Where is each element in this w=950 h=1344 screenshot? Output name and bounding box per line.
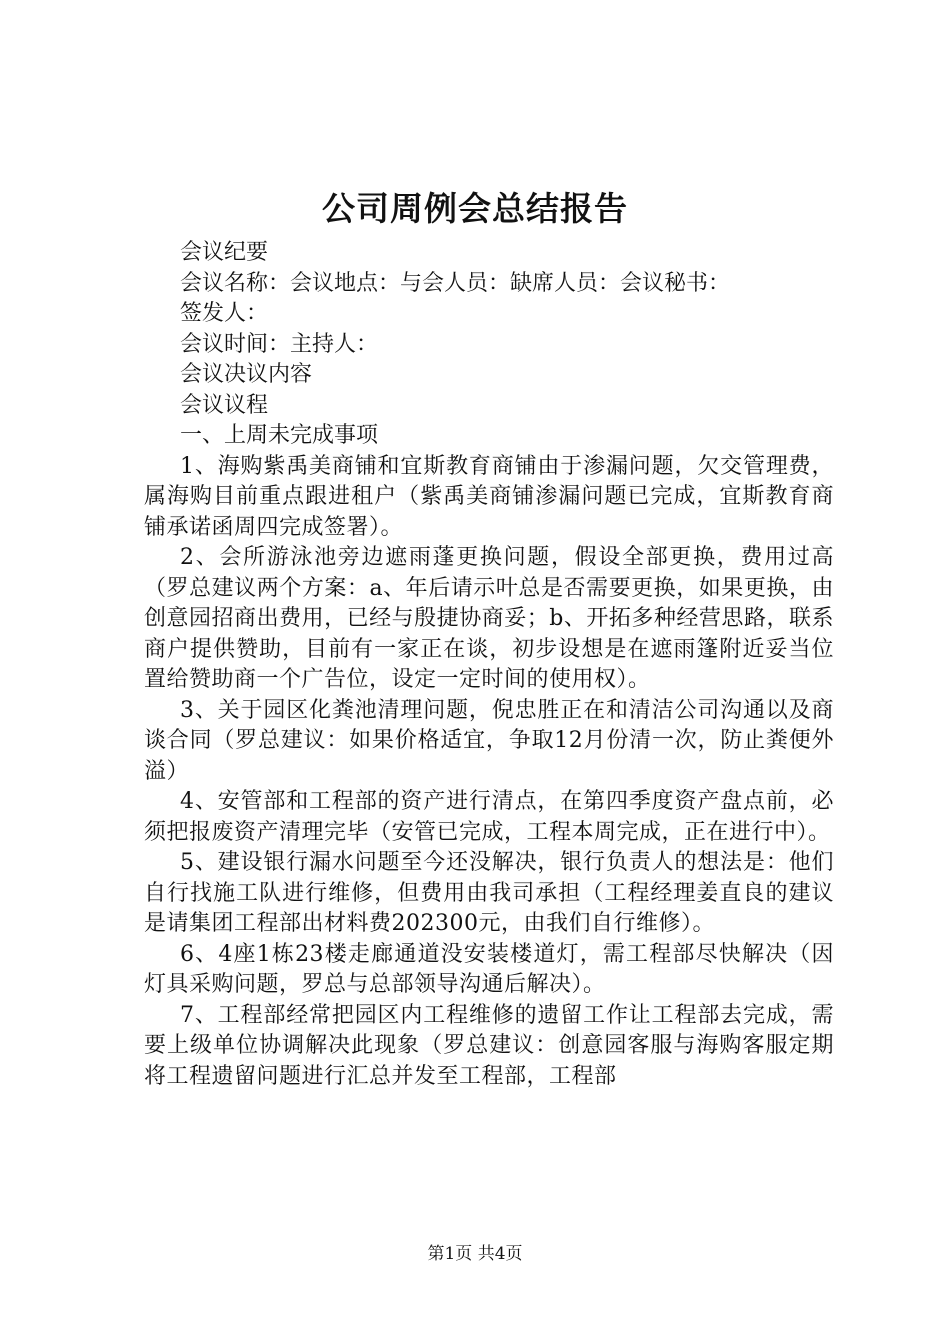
agenda-item-4: 4、安管部和工程部的资产进行清点，在第四季度资产盘点前，必须把报废资产清理完毕（安管已完成，工程本周完成，正在进行中）。 — [144, 789, 834, 845]
meta-time-host: 会议时间：主持人： — [180, 331, 379, 357]
agenda-item-1: 1、海购紫禹美商铺和宜斯教育商铺由于渗漏问题，欠交管理费，属海购目前重点跟进租户（紫禹美商铺渗漏问题已完成，宜斯教育商铺承诺函周四完成签署）。 — [144, 453, 834, 540]
section-heading-unfinished: 一、上周未完成事项 — [180, 423, 379, 448]
agenda-item-7: 7、工程部经常把园区内工程维修的遗留工作让工程部去完成，需要上级单位协调解决此现象（罗总建议：创意园客服与海购客服定期将工程遗留问题进行汇总并发至工程部，工程部 — [144, 1002, 834, 1089]
meta-issuer: 签发人： — [180, 301, 269, 326]
agenda-item-6: 6、4座1栋23楼走廊通道没安装楼道灯，需工程部尽快解决（因灯具采购问题，罗总与总部领导沟通后解决）。 — [144, 941, 834, 997]
meta-resolution-heading: 会议决议内容 — [180, 362, 313, 387]
document-title: 公司周例会总结报告 — [322, 189, 628, 228]
page-number-footer: 第1页 共4页 — [427, 1244, 523, 1264]
meta-minutes-label: 会议纪要 — [180, 240, 269, 265]
agenda-item-2: 2、会所游泳池旁边遮雨蓬更换问题，假设全部更换，费用过高（罗总建议两个方案：a、年后请示叶总是否需要更换，如果更换，由创意园招商出费用，已经与殷捷协商妥；b、开拓多种经营思路，联系商户提供赞助，目前有一家正在谈，初步设想是在遮雨篷附近妥当位置给赞助商一个广告位，设定一定时间的使用权）。 — [144, 545, 834, 692]
agenda-item-5: 5、建设银行漏水问题至今还没解决，银行负责人的想法是：他们自行找施工队进行维修，但费用由我司承担（工程经理姜直良的建议是请集团工程部出材料费202300元，由我们自行维修）。 — [144, 850, 834, 936]
document-body — [144, 238, 834, 1092]
meta-agenda-heading: 会议议程 — [180, 392, 269, 418]
agenda-item-3: 3、关于园区化粪池清理问题，倪忠胜正在和清洁公司沟通以及商谈合同（罗总建议：如果价格适宜，争取12月份清一次，防止粪便外溢） — [144, 697, 834, 784]
meta-meeting-fields: 会议名称：会议地点：与会人员：缺席人员：会议秘书： — [180, 270, 731, 296]
